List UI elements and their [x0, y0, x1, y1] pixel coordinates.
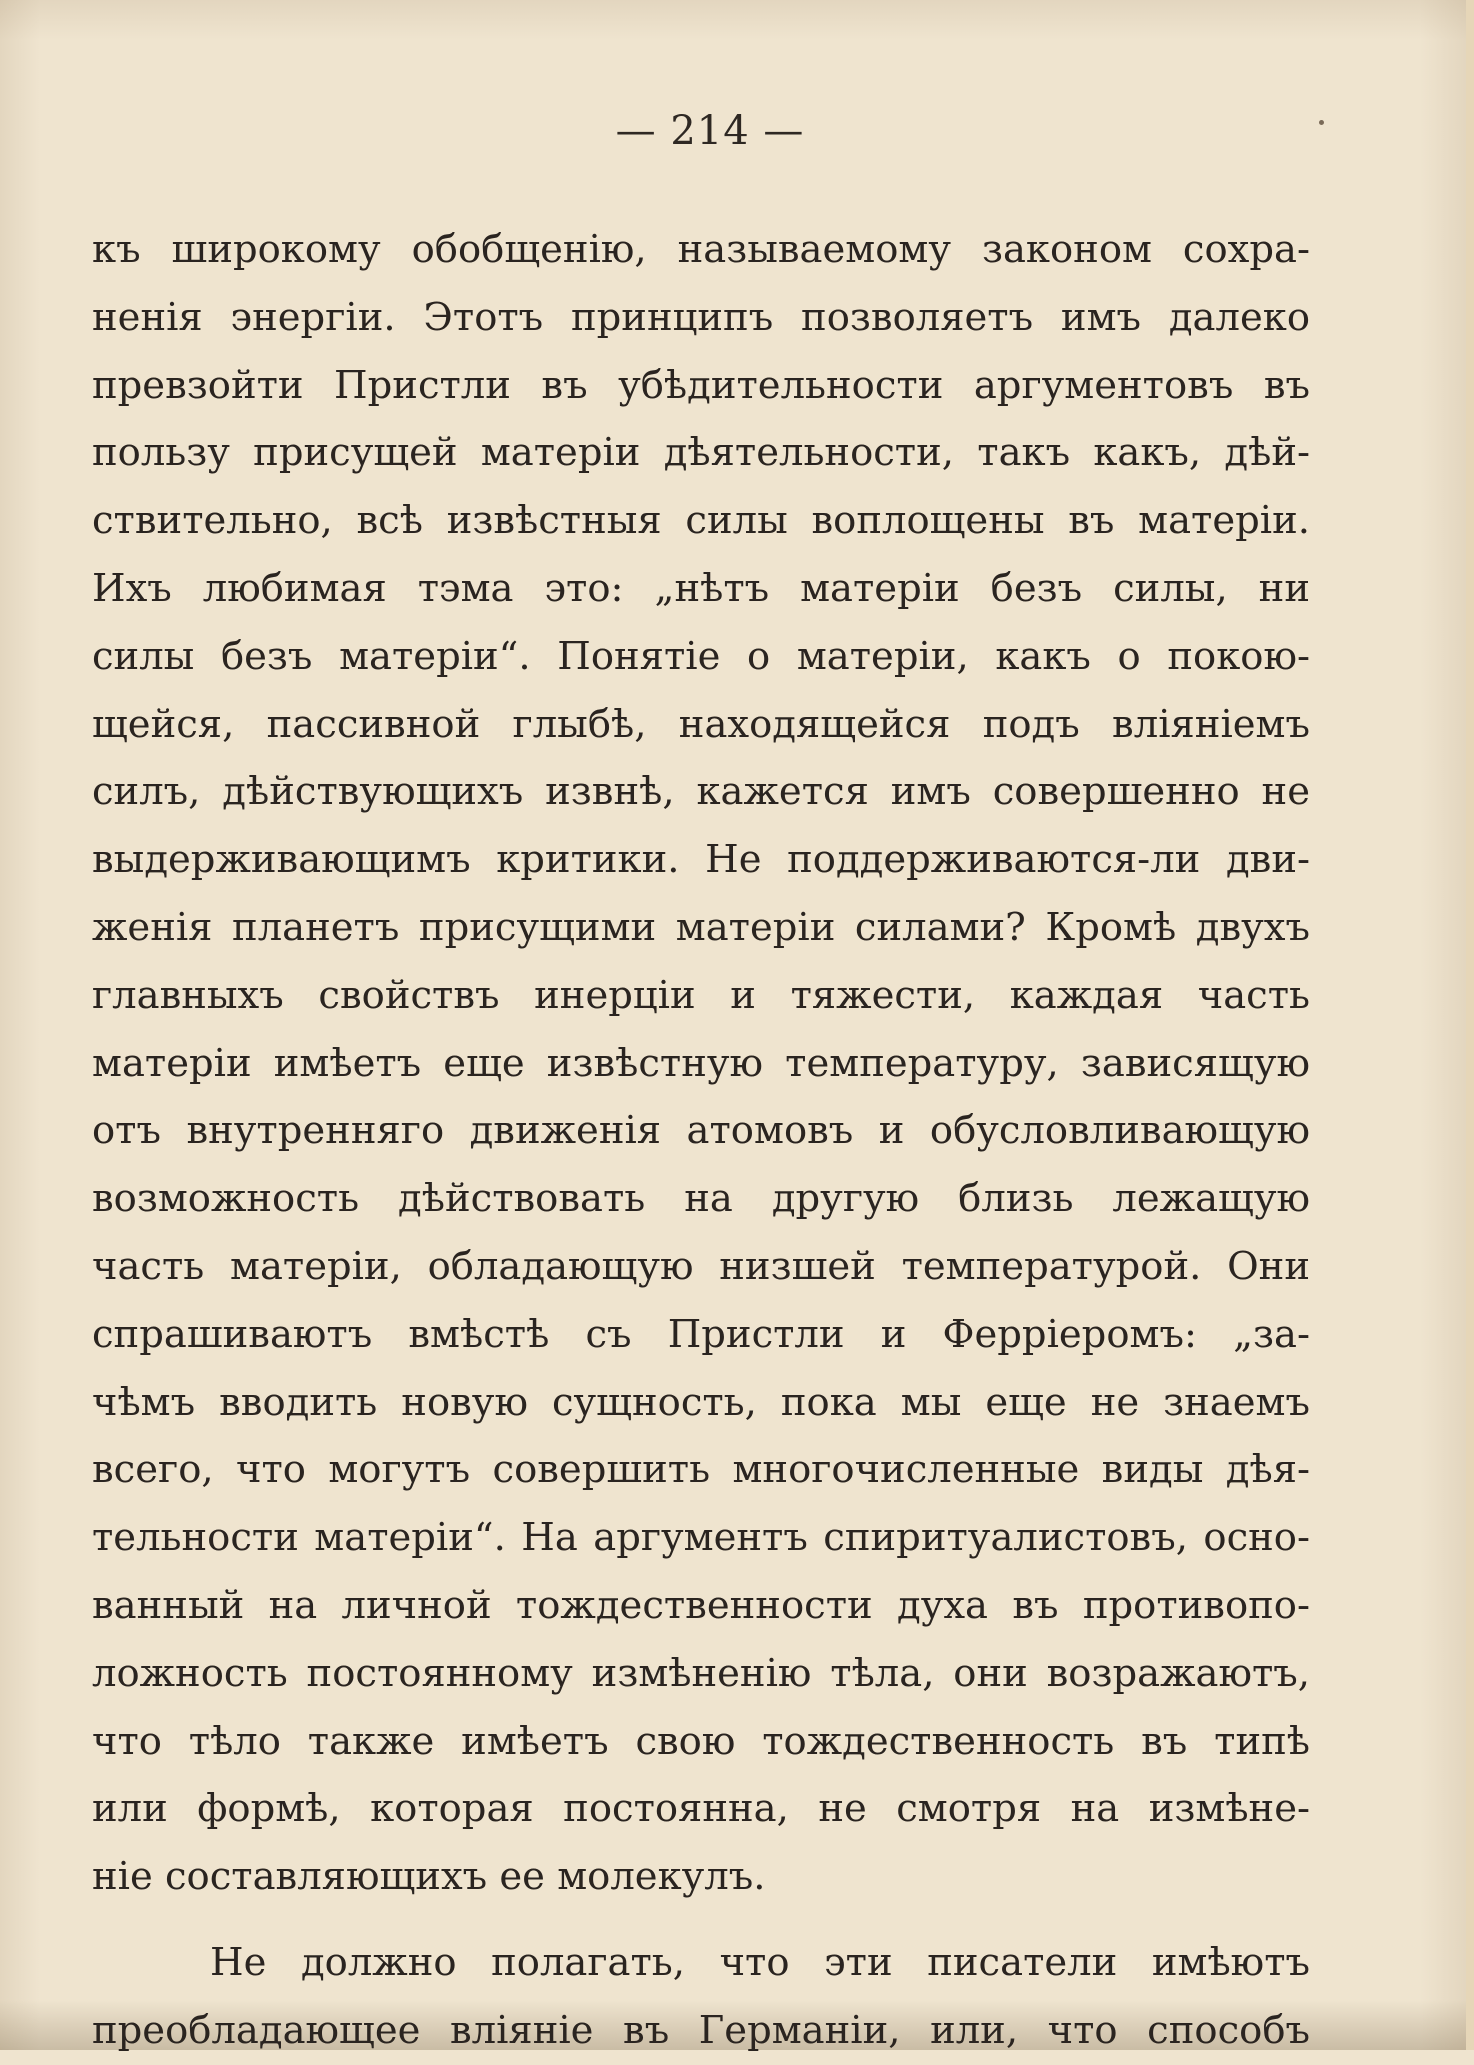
paragraph-1	[92, 216, 1310, 1911]
text-line: часть матеріи, обладающую низшей температурой. Они	[92, 1243, 1310, 1289]
text-line: всего, что могутъ совершить многочисленные виды дѣя-	[92, 1447, 1310, 1493]
text-line: ніе составляющихъ ее молекулъ.	[92, 1854, 766, 1900]
text-line: къ широкому обобщенію, называемому законом сохра-	[92, 227, 1310, 272]
text-line: отъ внутренняго движенія атомовъ и обусловливающую	[92, 1108, 1310, 1154]
body-text	[92, 216, 1310, 2065]
text-line: ванный на личной тождественности духа въ противопо-	[92, 1582, 1310, 1628]
paragraph-gap	[92, 1911, 1310, 1929]
text-line: возможность дѣйствовать на другую близь лежащую	[92, 1176, 1310, 1222]
text-line: Не должно полагать, что эти писатели имѣютъ	[210, 1939, 1310, 1985]
text-line: или формѣ, которая постоянна, не смотря на измѣне-	[92, 1786, 1310, 1832]
text-line: преобладающее вліяніе въ Германіи, или, что способъ	[92, 2007, 1310, 2053]
text-line: щейся, пассивной глыбѣ, находящейся подъ вліяніемъ	[92, 701, 1310, 747]
text-line: тельности матеріи“. На аргументъ спиритуалистовъ, осно-	[92, 1515, 1310, 1561]
text-line: ствительно, всѣ извѣстныя силы воплощены въ матеріи.	[92, 498, 1310, 544]
page-edge	[1466, 0, 1474, 2050]
text-line: силы безъ матеріи“. Понятіе о матеріи, какъ о покою-	[92, 633, 1310, 679]
text-line: что тѣло также имѣетъ свою тождественность въ типѣ	[92, 1718, 1310, 1764]
text-line: главныхъ свойствъ инерціи и тяжести, каждая часть	[92, 972, 1310, 1018]
text-line: пользу присущей матеріи дѣятельности, такъ какъ, дѣй-	[92, 430, 1310, 476]
text-line: силъ, дѣйствующихъ извнѣ, кажется имъ совершенно не	[92, 769, 1310, 815]
text-line: Ихъ любимая тэма это: „нѣтъ матеріи безъ силы, ни	[92, 565, 1310, 611]
text-line: ненія энергіи. Этотъ принципъ позволяетъ имъ далеко	[92, 294, 1310, 340]
text-line: матеріи имѣетъ еще извѣстную температуру, зависящую	[92, 1040, 1310, 1086]
text-line: спрашиваютъ вмѣстѣ съ Пристли и Ферріеромъ: „за-	[92, 1311, 1310, 1357]
page-number: — 214 —	[615, 108, 805, 154]
text-line: женія планетъ присущими матеріи силами? Кромѣ двухъ	[92, 904, 1310, 950]
paragraph-2	[92, 1929, 1310, 2065]
text-line: выдерживающимъ критики. Не поддерживаются-ли дви-	[92, 837, 1310, 883]
text-line: чѣмъ вводить новую сущность, пока мы еще не знаемъ	[92, 1379, 1310, 1425]
text-line: превзойти Пристли въ убѣдительности аргументовъ въ	[92, 362, 1310, 408]
text-line: ложность постоянному измѣненію тѣла, они возражаютъ,	[92, 1650, 1310, 1696]
